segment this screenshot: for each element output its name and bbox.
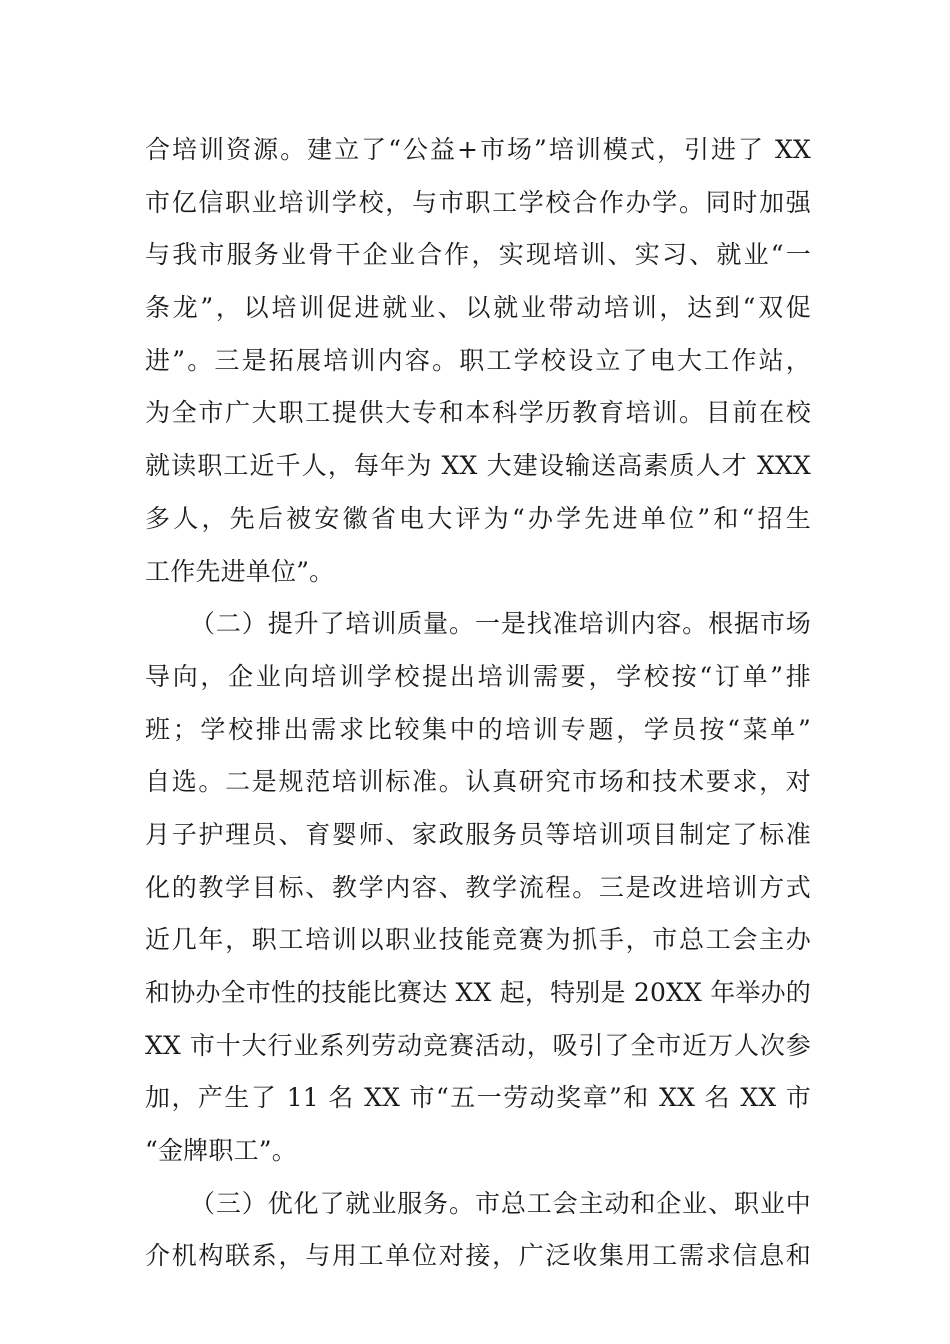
text-line: 月子护理员、育婴师、家政服务员等培训项目制定了标准	[145, 819, 811, 849]
text-line: 导向，企业向培训学校提出培训需要，学校按“订单”排	[145, 661, 811, 691]
text-line: 为全市广大职工提供大专和本科学历教育培训。目前在校	[145, 398, 811, 428]
text-line: XX 市十大行业系列劳动竞赛活动，吸引了全市近万人次参	[145, 1030, 811, 1060]
text-line: 就读职工近千人，每年为 XX 大建设输送高素质人才 XXX	[145, 451, 811, 481]
text-line: 自选。二是规范培训标准。认真研究市场和技术要求，对	[145, 767, 811, 797]
text-line: 化的教学目标、教学内容、教学流程。三是改进培训方式	[145, 872, 811, 902]
paragraph-2	[145, 598, 811, 1178]
text-line: 工作先进单位”。	[145, 556, 335, 586]
text-line: 与我市服务业骨干企业合作，实现培训、实习、就业“一	[145, 240, 811, 270]
text-line: 介机构联系，与用工单位对接，广泛收集用工需求信息和	[145, 1241, 811, 1271]
text-line: 进”。三是拓展培训内容。职工学校设立了电大工作站，	[145, 345, 811, 375]
text-line: 条龙”，以培训促进就业、以就业带动培训，达到“双促	[145, 293, 811, 323]
paragraph-3	[145, 1178, 811, 1283]
text-line: 多人，先后被安徽省电大评为“办学先进单位”和“招生	[145, 503, 811, 533]
text-line: “金牌职工”。	[145, 1136, 297, 1166]
text-line: （三）优化了就业服务。市总工会主动和企业、职业中	[190, 1188, 811, 1218]
paragraph-1	[145, 124, 811, 598]
text-line: 和协办全市性的技能比赛达 XX 起，特别是 20XX 年举办的	[145, 978, 811, 1007]
text-line: （二）提升了培训质量。一是找准培训内容。根据市场	[190, 609, 811, 639]
document-body	[145, 124, 811, 1283]
text-line: 市亿信职业培训学校，与市职工学校合作办学。同时加强	[145, 187, 811, 217]
text-line: 加，产生了 11 名 XX 市“五一劳动奖章”和 XX 名 XX 市	[145, 1083, 811, 1113]
text-line: 班；学校排出需求比较集中的培训专题，学员按“菜单”	[145, 714, 811, 744]
text-line: 近几年，职工培训以职业技能竞赛为抓手，市总工会主办	[145, 925, 811, 955]
text-line: 合培训资源。建立了“公益+市场”培训模式，引进了 XX	[145, 135, 811, 164]
